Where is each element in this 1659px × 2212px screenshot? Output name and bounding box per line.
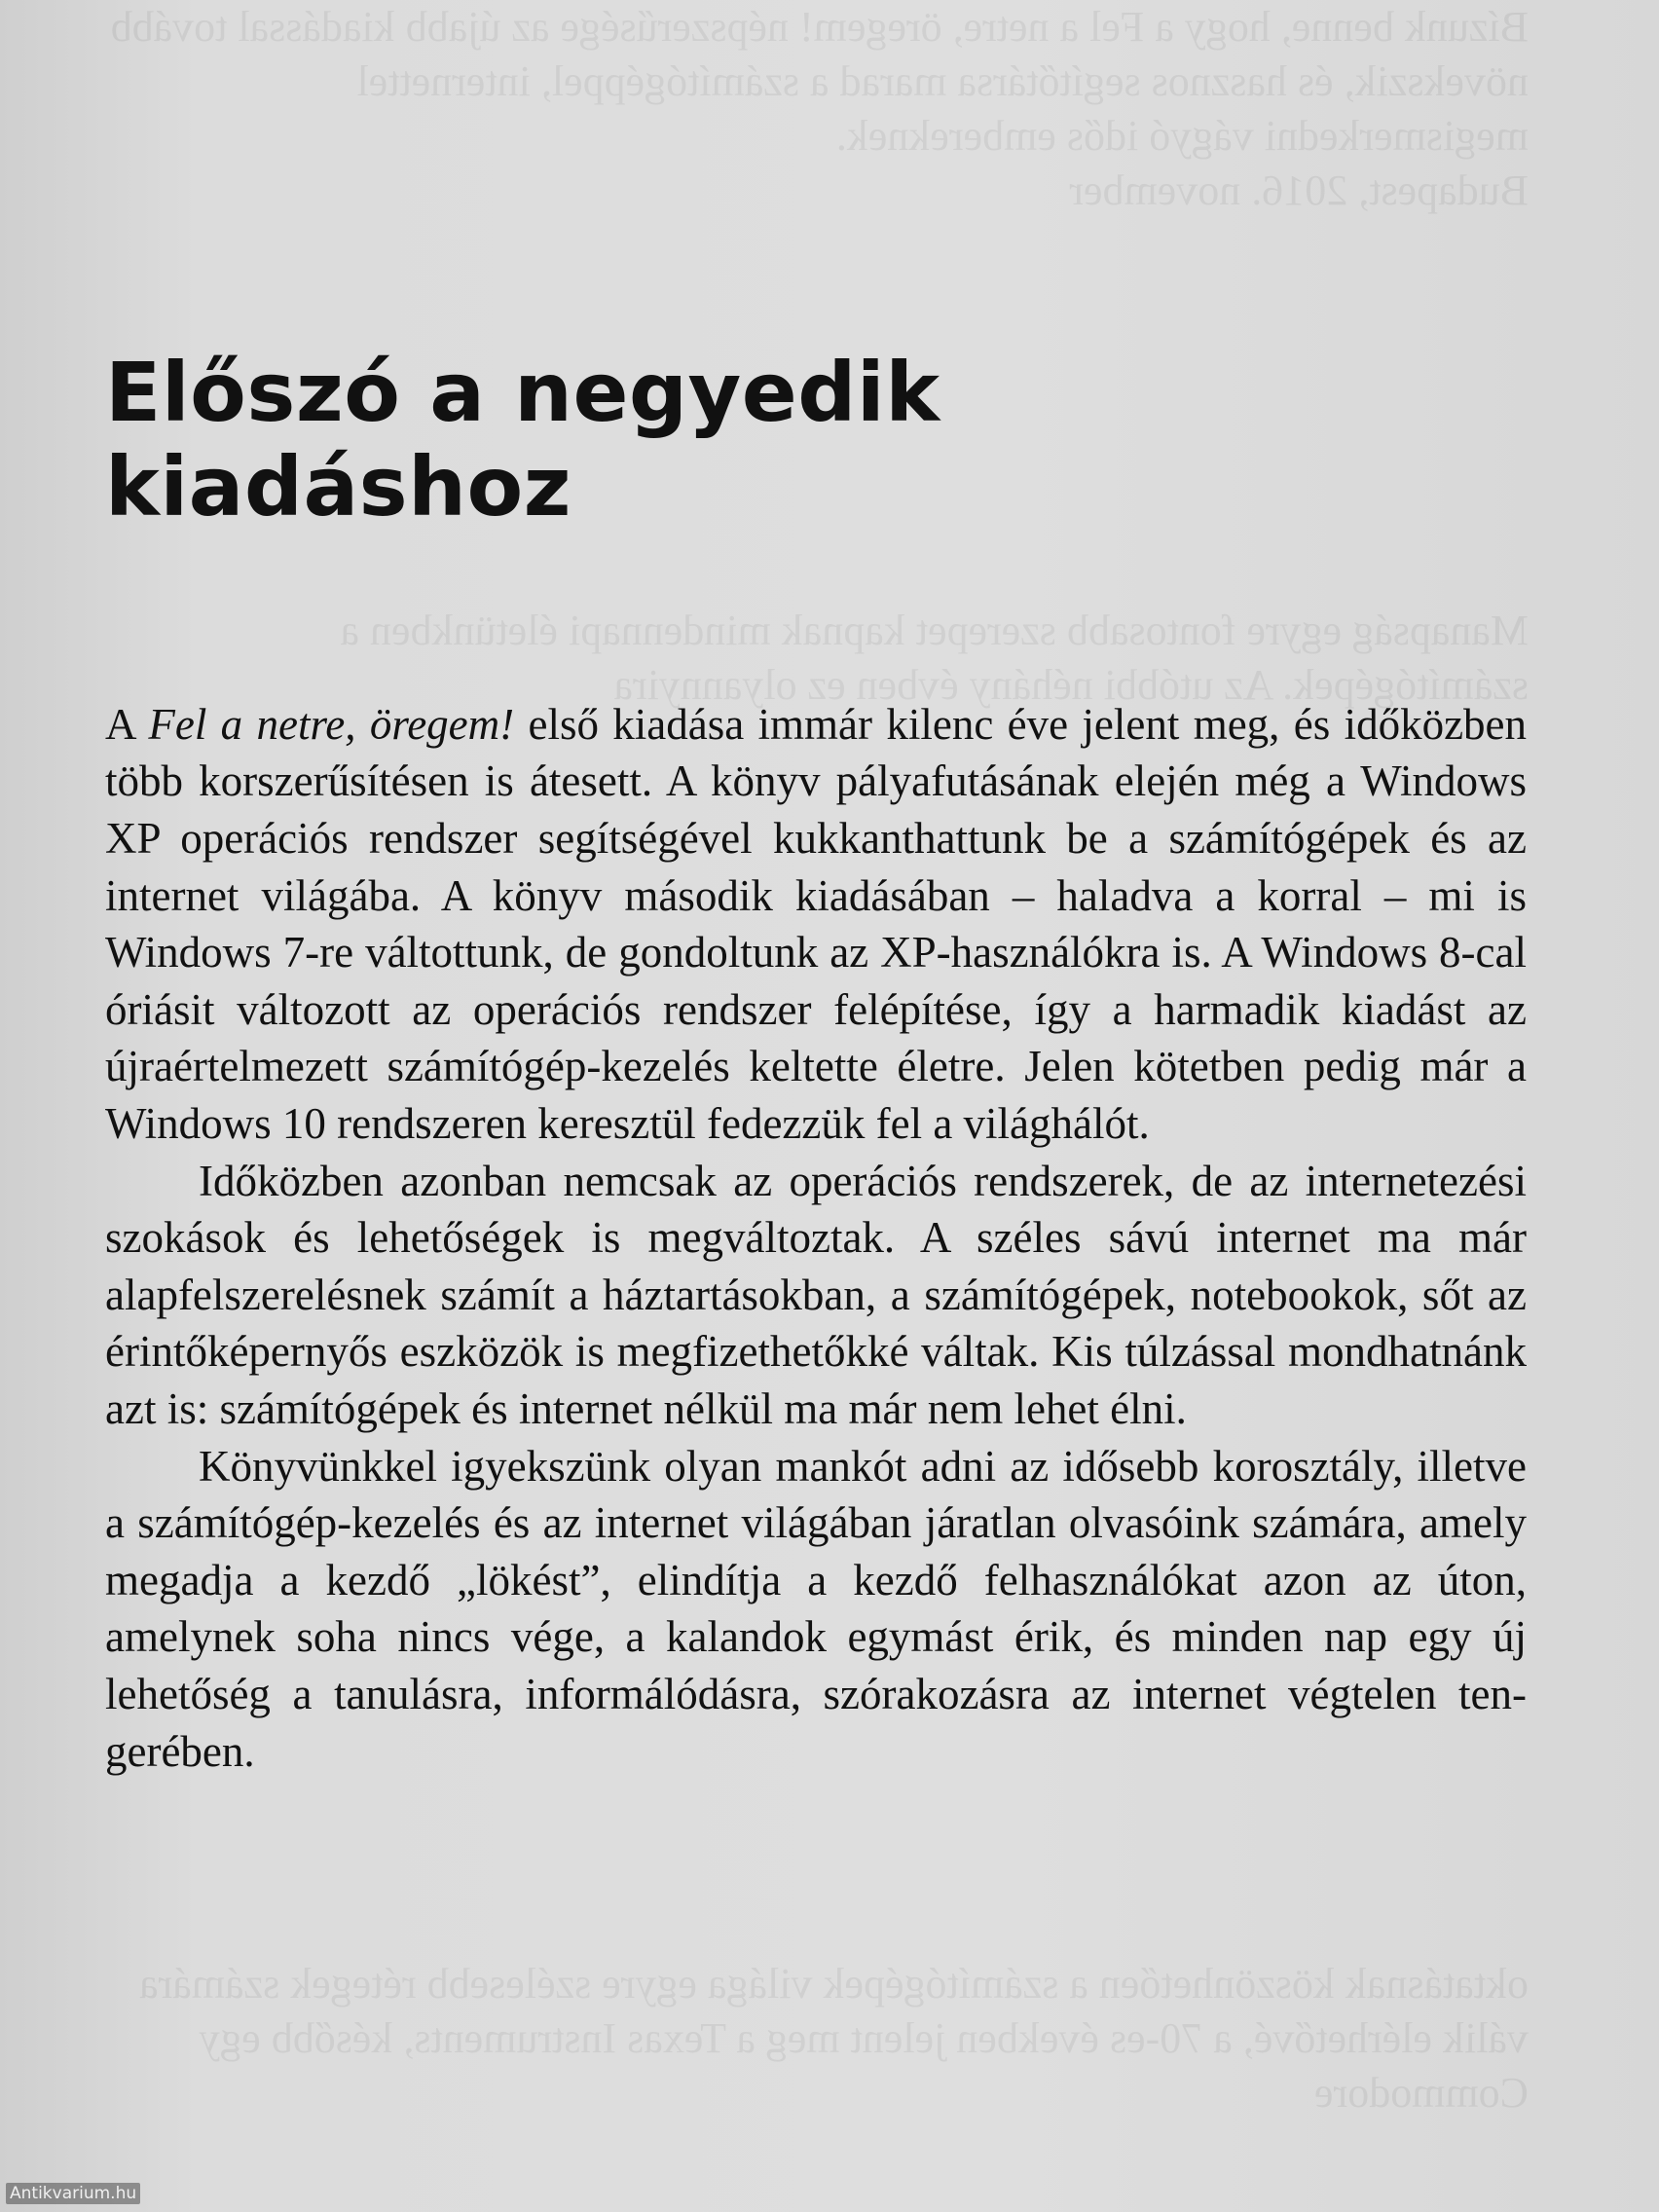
show-through-text-top: Bízunk benne, hogy a Fel a netre, öregem! népszerűsége az újabb kiadással tovább növekszik, és hasznos segítőtársa marad a számítógéppel, internettel megismerkedni vágyó idős embereknek. Budapest, 2016. november [110,3,1529,214]
paragraph-1 [105,696,1527,1153]
body-text [105,696,1527,1780]
paragraph-2: Időközben azonban nemcsak az operációs rendszerek, de az internetezési szokások és lehetőségek is megváltoztak. A széles sávú internet ma már alapfelszerelésnek számít a háztartásokban, a számítógépek, notebookok, sőt az érintőképernyős eszközök is megfizethetőkké váltak. Kis túlzással mondhatnánk azt is: számítógépek és internet nélkül ma már nem lehet élni. [105,1156,1527,1433]
show-through-text-middle: Manapság egyre fontosabb szerepet kapnak mindennapi életünkben a számítógépek. Az utóbbi néhány évben ez olyannyira [329,607,1529,709]
paragraph-1-text: első kiadása immár kilenc éve jelent meg, és időközben több korszerűsítésen is átesett. A könyv pályafutásának elején még a Windows XP operációs rendszer segítségével kukkanthattunk be a számítógépek és az internet világába. A könyv második kiadásában – haladva a korral – mi is Windows 7-re váltottunk, de gondoltunk az XP-használókra is. A Windows 8-cal óriásit változott az operációs rendszer felépítése, így a harmadik kiadást az újraértelmezett számítógép-kezelés keltette életre. Jelen kötetben pedig már a Windows 10 rendszeren keresztül fedezzük fel a világhálót. [105,699,1528,1149]
paragraph-3: Könyvünkkel igyekszünk olyan mankót adni az idősebb korosztály, illetve a számítógép-kezelés és az internet világában járatlan olvasóink számára, amely megadja a kezdő „lökést”, elindítja a kezdő felhasználókat azon az úton, amelynek soha nincs vége, a kalandok egymást érik, és minden nap egy új lehetőség a tanulásra, informálódásra, szórakozásra az internet végtelen tengerében. [105,1441,1527,1776]
paragraph-1-lead: A [105,699,149,749]
book-title: Fel a netre, öregem! [148,699,515,749]
show-through-text-bottom: oktatásnak köszönhetően a számítógépek világa egyre szélesebb rétegek számára válik elérhetővé, a 70-es években jelent meg a Texas Instruments, később egy Commodore [129,1960,1529,2117]
watermark: Antikvarium.hu [6,2183,140,2204]
chapter-heading-line-2: kiadáshoz [105,439,572,535]
chapter-heading-line-1: Előszó a negyedik [105,345,940,440]
page-content [105,346,1527,1780]
chapter-heading [105,346,1527,535]
